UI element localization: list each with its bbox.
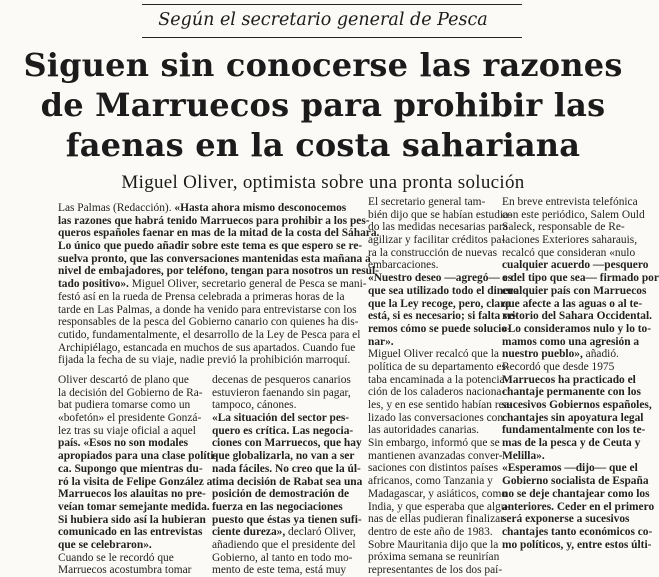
text-line bbox=[368, 411, 504, 425]
text-run: las razones que habrá tenido Marruecos para prohibir a los pes- bbox=[58, 214, 370, 227]
text-line bbox=[502, 437, 644, 450]
text-line bbox=[368, 196, 496, 209]
text-run: Oliver descartó de plano que bbox=[58, 374, 189, 386]
text-line bbox=[58, 552, 206, 565]
text-run: recalcó que consideran «nulo bbox=[502, 246, 636, 259]
text-run: fundamentalmente con los te- bbox=[502, 424, 646, 437]
text-run: comunicado en las entrevistas bbox=[58, 526, 203, 539]
text-run: las autoridades canarias. bbox=[368, 424, 480, 437]
text-run: cualquier país con Marruecos bbox=[502, 284, 647, 297]
text-run: próxima semana se reunirían bbox=[368, 551, 500, 564]
text-line bbox=[212, 463, 362, 476]
text-run: Si hubiera sido así la hubieran bbox=[58, 513, 206, 526]
text-line bbox=[58, 526, 206, 539]
text-line bbox=[368, 259, 496, 272]
text-run: puesto que éstas ya tienen sufi- bbox=[212, 513, 362, 526]
text-line bbox=[502, 196, 644, 209]
text-run: decenas de pesqueros canarios bbox=[212, 374, 351, 386]
text-line bbox=[502, 272, 659, 285]
text-line bbox=[368, 551, 500, 564]
text-line bbox=[368, 563, 503, 577]
text-line bbox=[368, 526, 496, 539]
text-run: festó así en la rueda de Prensa celebrada a primeras horas de la bbox=[58, 290, 345, 303]
text-line bbox=[502, 450, 644, 463]
text-run: añadió. bbox=[585, 348, 619, 361]
text-line bbox=[502, 513, 644, 526]
text-run: En breve entrevista telefónica bbox=[502, 196, 638, 208]
text-run: rritorio del Sahara Occidental. bbox=[502, 310, 652, 323]
text-run: apropiados para una clase políti- bbox=[58, 450, 218, 463]
text-run: agilizar y facilitar créditos pa- bbox=[368, 234, 506, 247]
text-run: que afecte a las aguas o al te- bbox=[502, 297, 643, 310]
text-run: que la Ley recoge, pero, claro bbox=[368, 297, 511, 310]
text-line bbox=[368, 297, 511, 311]
text-run: política de su departamento es- bbox=[368, 360, 510, 373]
text-run: representantes de los dos paí- bbox=[368, 563, 503, 576]
text-run: está, si es necesario; si falta ve- bbox=[368, 310, 518, 323]
text-run: tado positivo». bbox=[58, 278, 132, 291]
text-line bbox=[212, 488, 362, 501]
text-run: El secretario general tam- bbox=[368, 196, 486, 208]
text-line bbox=[58, 564, 206, 577]
text-line bbox=[368, 221, 508, 234]
text-run: laciones Exteriores saharauis, bbox=[502, 234, 638, 247]
text-run: Marruecos los alauitas no pre- bbox=[58, 488, 206, 501]
text-run: declaró Oliver, bbox=[288, 526, 356, 539]
text-run: les, y en ese sentido habían rea- bbox=[368, 399, 513, 411]
text-line bbox=[502, 247, 644, 260]
text-run: «Esperamos —dijo— que el bbox=[502, 462, 638, 475]
text-run: Marruecos acostumbra tomar bbox=[58, 564, 192, 577]
text-line bbox=[368, 272, 513, 285]
text-line bbox=[368, 538, 499, 552]
text-line bbox=[212, 526, 362, 539]
text-line bbox=[212, 552, 362, 565]
text-run: nuestro pueblo», bbox=[502, 348, 586, 361]
text-line bbox=[502, 348, 644, 361]
text-run: cualquier acuerdo —pesquero bbox=[502, 259, 649, 272]
text-line bbox=[502, 538, 652, 552]
text-run: bién dijo que se habían estudia- bbox=[368, 208, 512, 221]
text-run: bat pudiera tomarse como un bbox=[58, 399, 191, 412]
text-line bbox=[502, 399, 652, 412]
text-line bbox=[368, 336, 496, 349]
text-run: nas de ellas pudieran finalizar bbox=[368, 513, 504, 526]
text-run: suelva pronto, que las conversaciones mantenidas esta mañana a bbox=[58, 252, 371, 265]
text-line bbox=[502, 209, 644, 222]
text-run: estuvieron faenando sin pagar, bbox=[212, 386, 351, 399]
text-line bbox=[502, 298, 644, 311]
text-line bbox=[502, 424, 644, 437]
text-line bbox=[502, 462, 644, 475]
subheadline: Miguel Oliver, optimista sobre una pronta solución bbox=[121, 172, 525, 193]
text-run: nada fáciles. No creo que la úl- bbox=[212, 462, 361, 475]
text-line bbox=[502, 487, 650, 501]
text-run: ciones con Marruecos, que hay bbox=[212, 437, 362, 450]
text-run: será exponerse a sucesivos bbox=[502, 513, 630, 526]
text-run: Sobre Mauritania dijo que la bbox=[368, 538, 499, 551]
text-line bbox=[368, 437, 500, 450]
text-run: tima decisión de Rabat sea una bbox=[212, 475, 363, 488]
text-line bbox=[502, 310, 652, 323]
text-run: fijada la fecha de su viaje, nadie previó la prohibición marroquí. bbox=[58, 354, 351, 367]
text-run: «bofetón» el presidente Gonzá- bbox=[58, 412, 202, 425]
text-line bbox=[368, 360, 510, 374]
text-line bbox=[502, 234, 644, 247]
text-line bbox=[368, 284, 519, 298]
text-run: Gobierno, al tanto en todo mo- bbox=[212, 551, 353, 564]
text-line bbox=[368, 208, 512, 222]
text-run: Recordó que desde 1975 bbox=[502, 360, 615, 373]
text-line bbox=[212, 374, 362, 387]
text-line bbox=[502, 361, 644, 374]
text-run: Miguel Oliver recalcó que la bbox=[368, 348, 499, 361]
text-line bbox=[368, 424, 496, 437]
text-line bbox=[212, 564, 362, 577]
text-line bbox=[212, 425, 362, 438]
text-run: Madagascar, y asiáticos, como bbox=[368, 487, 508, 500]
text-line bbox=[212, 514, 362, 527]
text-run: la decisión del Gobierno de Ra- bbox=[58, 386, 203, 399]
text-line bbox=[502, 412, 644, 425]
text-run: Marruecos ha practicado el bbox=[502, 373, 636, 386]
text-line bbox=[368, 513, 504, 526]
text-run: chantajes sin apoyatura legal bbox=[502, 411, 644, 424]
text-run: chantaje permanente con los bbox=[502, 386, 641, 399]
text-line bbox=[368, 310, 518, 323]
text-run: Las Palmas (Redacción). bbox=[58, 202, 175, 214]
headline-line-1: Siguen sin conocerse las razones bbox=[23, 46, 623, 84]
text-line bbox=[502, 500, 655, 514]
text-line bbox=[502, 475, 649, 488]
text-line bbox=[502, 284, 647, 298]
column-2 bbox=[212, 374, 362, 577]
text-run: Melilla». bbox=[502, 449, 545, 462]
text-run: tampoco, cánones. bbox=[212, 399, 297, 412]
text-line bbox=[502, 259, 649, 272]
text-line bbox=[58, 500, 210, 514]
text-line bbox=[368, 386, 506, 399]
text-run: remos cómo se puede solucio- bbox=[368, 322, 511, 335]
text-run: cutido, fundamentalmente, el desarrollo de la Ley de Pesca para el bbox=[58, 328, 361, 341]
text-run: quero es crítica. Las negocia- bbox=[212, 424, 354, 437]
text-run: añadiendo que el presidente del bbox=[212, 538, 356, 551]
text-line bbox=[502, 322, 652, 336]
text-line bbox=[58, 450, 218, 463]
text-run: que se celebraron». bbox=[58, 538, 152, 551]
text-run: Lo único que puedo añadir sobre este tema es que espero se re- bbox=[58, 240, 363, 253]
text-run: lizado las conversaciones con bbox=[368, 411, 504, 424]
text-run: veían tomar semejante medida. bbox=[58, 500, 210, 513]
text-run: mas de la pesca y de Ceuta y bbox=[502, 437, 641, 450]
text-run: queros españoles faenar en mas de la mitad de la costa del Sáhara. bbox=[58, 227, 380, 240]
text-line bbox=[212, 539, 362, 552]
text-run: saciones con distintos países bbox=[368, 462, 499, 475]
text-line bbox=[58, 488, 206, 501]
text-run: ró la visita de Felipe González a bbox=[58, 475, 213, 488]
text-line bbox=[58, 425, 206, 438]
text-run: «Lo consideramos nulo y lo to- bbox=[502, 322, 652, 335]
text-line bbox=[368, 487, 508, 501]
text-line bbox=[368, 462, 499, 475]
text-line bbox=[212, 412, 362, 425]
text-run: sucesivos Gobiernos españoles, bbox=[502, 399, 652, 411]
text-run: mento de este tema, está muy bbox=[212, 564, 347, 577]
text-line bbox=[58, 387, 206, 400]
text-run: nar». bbox=[368, 335, 394, 348]
text-run: con este periódico, Salem Ould bbox=[502, 208, 645, 221]
column-3 bbox=[368, 196, 519, 577]
text-run: embarcaciones. bbox=[368, 259, 439, 272]
text-line bbox=[212, 476, 362, 489]
text-line bbox=[58, 539, 206, 552]
text-line bbox=[502, 221, 644, 234]
text-run: «Nuestro deseo —agregó— es bbox=[368, 272, 513, 285]
text-line bbox=[368, 348, 499, 361]
text-run: nivel de embajadores, por teléfono, tengan para nosotros un resul- bbox=[58, 265, 379, 278]
text-run: ca. Supongo que mientras du- bbox=[58, 462, 203, 475]
text-line bbox=[502, 386, 644, 399]
text-run: mo políticos, y, entre estos últi- bbox=[502, 538, 652, 551]
kicker-rule bbox=[142, 37, 522, 38]
column-4 bbox=[502, 196, 659, 551]
text-line bbox=[368, 399, 513, 412]
text-run: tarde en Las Palmas, a donde ha venido para entrevistarse con los bbox=[58, 303, 357, 316]
text-line bbox=[58, 437, 206, 450]
text-run: Gobierno socialista de España bbox=[502, 475, 649, 488]
text-run: fuerza en las negociaciones bbox=[212, 500, 343, 513]
text-line bbox=[212, 501, 362, 514]
text-run: Saleck, responsable de Re- bbox=[502, 221, 625, 234]
headline-line-2: de Marruecos para prohibir las bbox=[40, 86, 606, 124]
text-line bbox=[368, 234, 506, 247]
text-run: ciente dureza», bbox=[212, 526, 289, 539]
text-run: «La situación del sector pes- bbox=[212, 412, 350, 425]
text-line bbox=[58, 412, 206, 425]
text-run: o del tipo que sea— firmado por bbox=[502, 272, 659, 285]
top-rule bbox=[142, 4, 522, 5]
text-run: posición de demostración de bbox=[212, 488, 350, 501]
text-line bbox=[58, 514, 206, 527]
text-run: no se deje chantajear como los bbox=[502, 487, 650, 500]
text-line bbox=[58, 399, 206, 412]
text-run: responsables de la pesca del Gobierno canario con quienes ha dis- bbox=[58, 316, 359, 329]
text-run: que sea utilizado todo el dinero bbox=[368, 284, 519, 297]
text-line bbox=[58, 374, 206, 387]
text-run: mamos como una agresión a bbox=[502, 335, 640, 348]
text-run: «Hasta ahora mismo desconocemos bbox=[174, 202, 347, 214]
text-line bbox=[212, 450, 362, 463]
text-run: mantienen avanzadas conver- bbox=[368, 449, 503, 462]
text-run: Archipiélago, estancada en muchos de sus apartados. Cuando fue bbox=[58, 341, 356, 354]
text-run: ción de los caladeros naciona- bbox=[368, 386, 506, 399]
column-1 bbox=[58, 374, 218, 577]
headline-line-3: faenas en la costa sahariana bbox=[65, 126, 581, 164]
text-run: taba encaminada a la potencia- bbox=[368, 373, 509, 386]
text-line bbox=[368, 500, 511, 514]
text-run: Cuando se le recordó que bbox=[58, 551, 174, 564]
text-run: que globalizarla, no van a ser bbox=[212, 450, 355, 463]
text-run: chantajes tanto económicos co- bbox=[502, 525, 653, 538]
text-line bbox=[58, 475, 213, 489]
text-run: país. «Esos no son modales bbox=[58, 437, 189, 450]
text-line bbox=[502, 525, 653, 539]
text-run: anteriores. Ceder en el primero bbox=[502, 500, 655, 513]
text-run: lez tras su viaje oficial a aquel bbox=[58, 424, 196, 437]
kicker: Según el secretario general de Pesca bbox=[158, 10, 488, 30]
text-run: India, y que esperaba que algu- bbox=[368, 500, 511, 513]
text-line bbox=[212, 437, 362, 450]
text-line bbox=[368, 322, 511, 336]
text-run: do las medidas necesarias para bbox=[368, 221, 508, 234]
text-line bbox=[502, 336, 644, 349]
text-run: Sin embargo, informó que se bbox=[368, 437, 500, 450]
text-line bbox=[212, 399, 362, 412]
text-run: ra la construcción de nuevas bbox=[368, 246, 498, 259]
text-line bbox=[502, 374, 644, 387]
text-line bbox=[58, 463, 206, 476]
text-run: Miguel Oliver, secretario general de Pesca se mani- bbox=[131, 278, 367, 291]
text-line bbox=[368, 373, 509, 387]
text-line bbox=[368, 449, 503, 463]
text-run: africanos, como Tanzania y bbox=[368, 475, 493, 488]
text-line bbox=[212, 387, 362, 400]
text-run: dentro de este año de 1983. bbox=[368, 525, 493, 538]
text-line bbox=[368, 247, 496, 260]
text-line bbox=[368, 475, 496, 488]
